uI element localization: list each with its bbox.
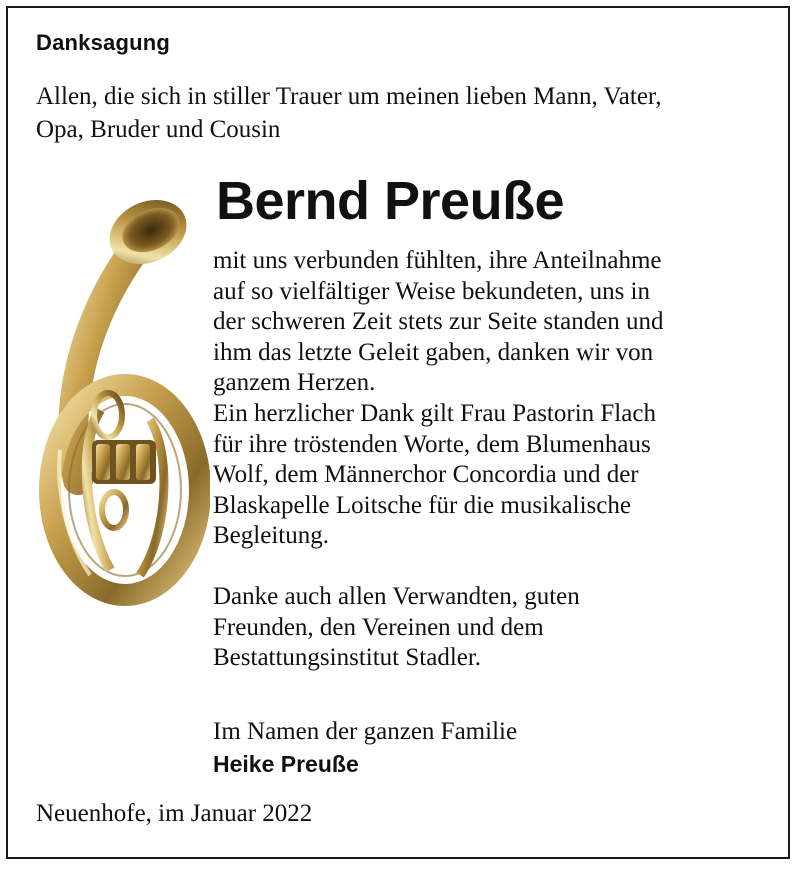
paragraph-gap — [213, 552, 773, 582]
place-date: Neuenhofe, im Januar 2022 — [36, 800, 313, 827]
intro-text — [36, 80, 776, 146]
body-line: ihm das letzte Geleit gaben, danken wir von — [213, 338, 654, 366]
body-line: Ein herzlicher Dank gilt Frau Pastorin Flach — [213, 399, 656, 427]
intro-line: Allen, die sich in stiller Trauer um meinen lieben Mann, Vater, — [36, 83, 662, 110]
notice-heading: Danksagung — [36, 30, 171, 55]
deceased-name: Bernd Preuße — [216, 171, 565, 231]
intro-line: Opa, Bruder und Cousin — [36, 116, 281, 143]
body-line: ganzem Herzen. — [213, 369, 376, 397]
body-line: Danke auch allen Verwandten, guten — [213, 582, 580, 610]
body-line: Blaskapelle Loitsche für die musikalische — [213, 491, 631, 519]
body-line: Wolf, dem Männerchor Concordia und der — [213, 461, 639, 489]
body-line: Freunden, den Vereinen und dem — [213, 613, 544, 641]
closing-line: Im Namen der ganzen Familie — [213, 718, 518, 745]
body-line: der schweren Zeit stets zur Seite standen und — [213, 308, 664, 336]
body-line: auf so vielfältiger Weise bekundeten, uns in — [213, 277, 650, 305]
tenor-horn-icon — [30, 190, 210, 610]
body-line: Bestattungsinstitut Stadler. — [213, 644, 482, 672]
body-line: für ihre tröstenden Worte, dem Blumenhaus — [213, 430, 651, 458]
body-line: Begleitung. — [213, 522, 329, 550]
body-line: mit uns verbunden fühlten, ihre Anteilnahme — [213, 247, 662, 274]
signer-name: Heike Preuße — [213, 751, 359, 777]
closing-block — [213, 716, 517, 780]
message-body — [213, 246, 773, 674]
